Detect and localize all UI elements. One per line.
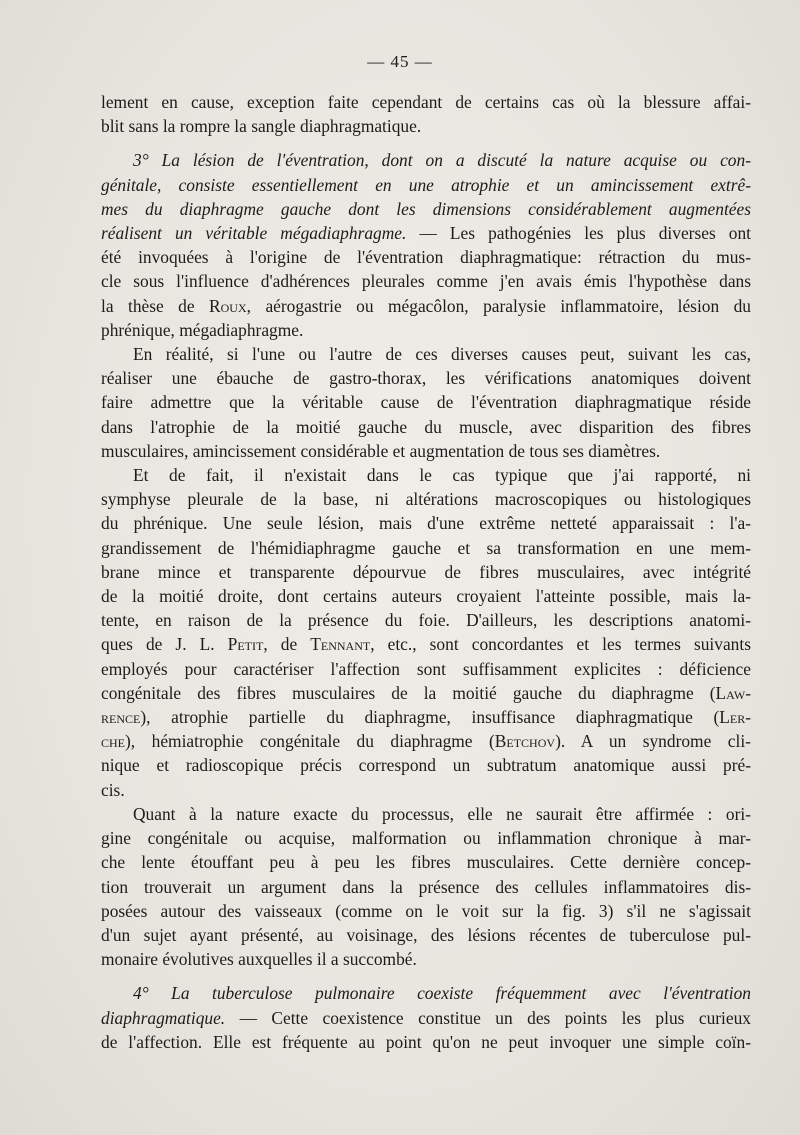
text-line: dans l'atrophie de la moitié gauche du muscle, avec disparition des fibres (101, 416, 751, 437)
text-line: réaliser une ébauche de gastro-thorax, les vérifications anatomiques doivent (101, 368, 751, 389)
text-line: monaire évolutives auxquelles il a succombé. (101, 949, 417, 970)
text-segment: diaphragmatique. (101, 1007, 226, 1028)
text-line: employés pour caractériser l'affection sont suffisamment explicites : déficience (101, 658, 751, 679)
text-line: lement en cause, exception faite cependant de certains cas où la blessure affai- (101, 92, 751, 112)
text-line: de l'affection. Elle est fréquente au point qu'on ne peut invoquer une simple coïn- (101, 1031, 751, 1052)
text-line (101, 729, 751, 753)
text-segment: congénitale des fibres musculaires de la moitié gauche du diaphragme ( (101, 682, 716, 703)
text-line: faire admettre que la véritable cause de l'éventration diaphragmatique réside (101, 392, 751, 413)
text-segment: — Cette coexistence constitue un des points les plus curieux (225, 1007, 751, 1028)
paragraph-gap (101, 138, 751, 148)
text-line (101, 705, 751, 729)
author-name: rence (101, 707, 141, 728)
text-segment: ). A un syndrome cli- (555, 731, 751, 752)
author-name: Law- (715, 682, 751, 703)
author-name: Roux (209, 295, 247, 316)
text-line: nique et radioscopique précis correspond un subtratum anatomique aussi pré- (101, 755, 751, 776)
text-segment: ), atrophie partielle du diaphragme, insuffisance diaphragmatique ( (140, 707, 720, 728)
text-line: cle sous l'influence d'adhérences pleurales comme j'en avais émis l'hypothèse dans (101, 271, 751, 292)
text-line: cis. (101, 779, 125, 800)
text-line: Et de fait, il n'existait dans le cas typique que j'ai rapporté, ni (133, 465, 751, 486)
text-segment: la thèse de (101, 295, 210, 316)
text-line: phrénique, mégadiaphragme. (101, 319, 304, 340)
page-number: — 45 — (367, 52, 433, 71)
text-line: gine congénitale ou acquise, malformation ou inflammation chronique à mar- (101, 828, 751, 849)
text-line: mes du diaphragme gauche dont les dimensions considérablement augmentées (101, 198, 751, 219)
text-line: posées autour des vaisseaux (comme on le voit sur la fig. 3) s'il ne s'agissait (101, 900, 751, 921)
text-line (101, 221, 751, 245)
text-segment: — Les pathogénies les plus diverses ont (406, 223, 752, 244)
text-line: grandissement de l'hémidiaphragme gauche et sa transformation en une mem- (101, 537, 751, 558)
author-name: Ler- (719, 707, 751, 728)
text-line: de la moitié droite, dont certains auteurs croyaient l'atteinte possible, mais la- (101, 586, 751, 607)
text-segment: ), hémiatrophie congénitale du diaphragme ( (125, 731, 495, 752)
text-line: blit sans la rompre la sangle diaphragmatique. (101, 116, 422, 137)
paragraph-gap (101, 971, 751, 981)
text-line: d'un sujet ayant présenté, au voisinage, des lésions récentes de tuberculose pul- (101, 924, 751, 945)
body-text (101, 90, 751, 1054)
text-line: che lente étouffant peu à peu les fibres musculaires. Cette dernière concep- (101, 852, 751, 873)
author-name: Betchov (494, 731, 556, 752)
text-line: symphyse pleurale de la base, ni altérations macroscopiques ou histologiques (101, 489, 751, 510)
text-line: du phrénique. Une seule lésion, mais d'une extrême netteté apparaissait : l'a- (101, 513, 751, 534)
text-line: été invoquées à l'origine de l'éventration diaphragmatique: rétraction du mus- (101, 247, 751, 268)
text-segment: , aérogastrie ou mégacôlon, paralysie inflammatoire, lésion du (246, 295, 751, 316)
text-segment: ques de J. L. (101, 634, 228, 655)
text-line: En réalité, si l'une ou l'autre de ces diverses causes peut, suivant les cas, (133, 344, 751, 365)
text-line: tion trouverait un argument dans la présence des cellules inflammatoires dis- (101, 876, 751, 897)
text-line (101, 681, 751, 705)
author-name: Petit (227, 634, 264, 655)
text-line: Quant à la nature exacte du processus, elle ne saurait être affirmée : ori- (133, 803, 751, 824)
text-line (101, 1006, 751, 1030)
text-line: génitale, consiste essentiellement en une atrophie et un amincissement extrê- (101, 174, 751, 195)
text-line: tente, en raison de la présence du foie. D'ailleurs, les descriptions anatomi- (101, 610, 751, 631)
text-line: musculaires, amincissement considérable et augmentation de tous ses diamètres. (101, 440, 661, 461)
author-name: Tennant (310, 634, 371, 655)
text-segment: , etc., sont concordantes et les termes suivants (370, 634, 751, 655)
text-segment: réalisent un véritable mégadiaphragme. (101, 223, 407, 244)
text-line: brane mince et transparente dépourvue de fibres musculaires, avec intégrité (101, 561, 751, 582)
text-line: 4° La tuberculose pulmonaire coexiste fréquemment avec l'éventration (133, 983, 751, 1004)
text-segment: , de (263, 634, 311, 655)
author-name: che (101, 731, 125, 752)
text-line: 3° La lésion de l'éventration, dont on a discuté la nature acquise ou con- (133, 150, 751, 171)
text-line (101, 632, 751, 656)
text-line (101, 294, 751, 318)
